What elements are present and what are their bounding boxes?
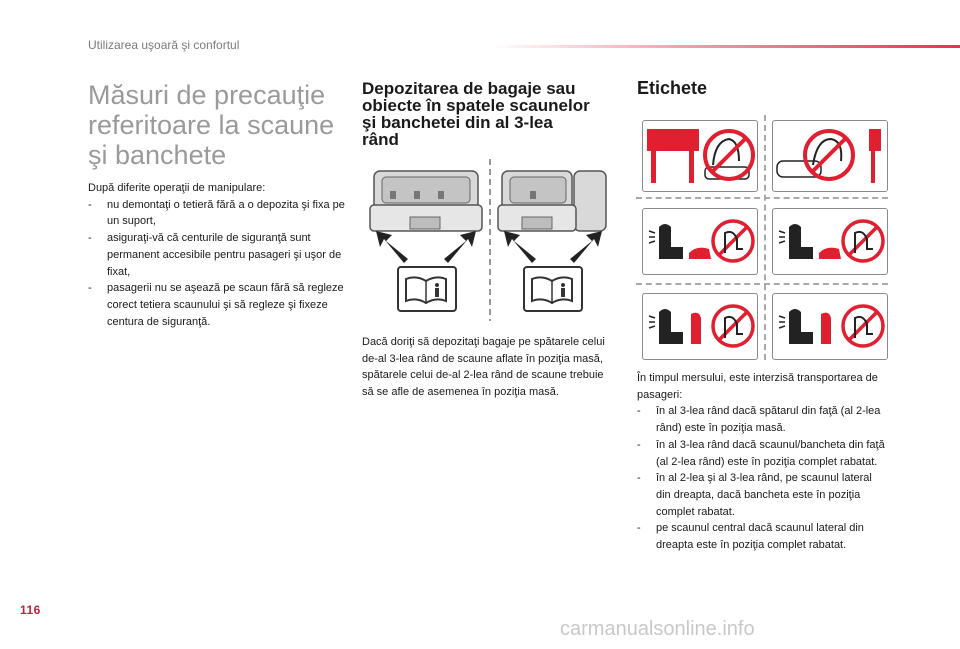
list-item: - pe scaunul central dacă scaunul lateral din dreapta este în poziţia complet rabatat. (637, 520, 889, 553)
seat-folded-icon (370, 171, 482, 231)
header-title: Utilizarea uşoară şi confortul (88, 38, 240, 52)
no-passenger-icon (643, 121, 757, 191)
labels-divider (764, 115, 766, 360)
arrow-icon (376, 231, 602, 263)
label-side-seat (642, 293, 758, 360)
col3-text (637, 370, 889, 554)
label-center-seat (772, 293, 888, 360)
manual-book-icon (524, 267, 582, 311)
col3-intro: În timpul mersului, este interzisă transportarea de pasageri: (637, 372, 878, 401)
col2-paragraph: Dacă doriţi să depozitaţi bagaje pe spătarele celui de-al 3-lea rând de scaune aflate în poziţia masă, spătarele celui de-al 2-lea rând de scaune trebuie să se afle de asemenea în poziţia masă. (362, 336, 605, 399)
labels-divider (636, 283, 888, 285)
no-passenger-icon (773, 294, 887, 359)
main-title (88, 80, 358, 170)
label-table-position (642, 120, 758, 192)
labels-divider (636, 197, 888, 199)
list-item: - în al 3-lea rând dacă spătarul din faţă (al 2-lea rând) este în poziţia masă. (637, 403, 889, 436)
list-item: - pasagerii nu se aşează pe scaun fără să regleze corect tetiera scaunului şi să regleze şi fixeze centura de siguranţă. (88, 280, 346, 330)
list-item: - în al 3-lea rând dacă scaunul/bancheta din faţă (al 2-lea rând) este în poziţia complet rabatat. (637, 437, 889, 470)
page-number: 116 (20, 603, 41, 617)
header-rule (490, 45, 960, 48)
manual-book-icon (398, 267, 456, 311)
title-line: şi banchetei din al 3-lea (362, 113, 553, 132)
watermark: carmanualsonline.info (560, 618, 755, 640)
no-passenger-icon (773, 121, 887, 191)
col1-intro: După diferite operaţii de manipulare: (88, 182, 266, 194)
title-line: referitoare la scaune (88, 110, 335, 140)
title-line: obiecte în spatele scaunelor (362, 96, 590, 115)
label-folded-position (772, 120, 888, 192)
title-line: rând (362, 130, 399, 149)
seat-folded-icon (498, 171, 606, 231)
list-item: - nu demontaţi o tetieră fără a o depozita şi fixa pe un suport, (88, 197, 346, 230)
col3-title: Etichete (637, 78, 708, 98)
list-item: - asiguraţi-vă că centurile de siguranţă sunt permanent accesibile pentru pasageri şi uşor de fixat, (88, 230, 346, 280)
col2-title (362, 80, 622, 148)
title-line: şi banchete (88, 140, 227, 170)
list-item: - în al 2-lea şi al 3-lea rând, pe scaunul lateral din dreapta, dacă bancheta este în poziţia complet rabatat. (637, 470, 889, 520)
seat-storage-illustration (362, 155, 612, 325)
label-row2-seat (772, 208, 888, 275)
no-passenger-icon (643, 294, 757, 359)
no-passenger-icon (643, 209, 757, 274)
title-line: Depozitarea de bagaje sau (362, 79, 576, 98)
col3-list (637, 403, 889, 553)
no-passenger-icon (773, 209, 887, 274)
label-row3-seat (642, 208, 758, 275)
col1-text (88, 180, 346, 330)
title-line: Măsuri de precauţie (88, 80, 326, 110)
col1-list (88, 197, 346, 331)
